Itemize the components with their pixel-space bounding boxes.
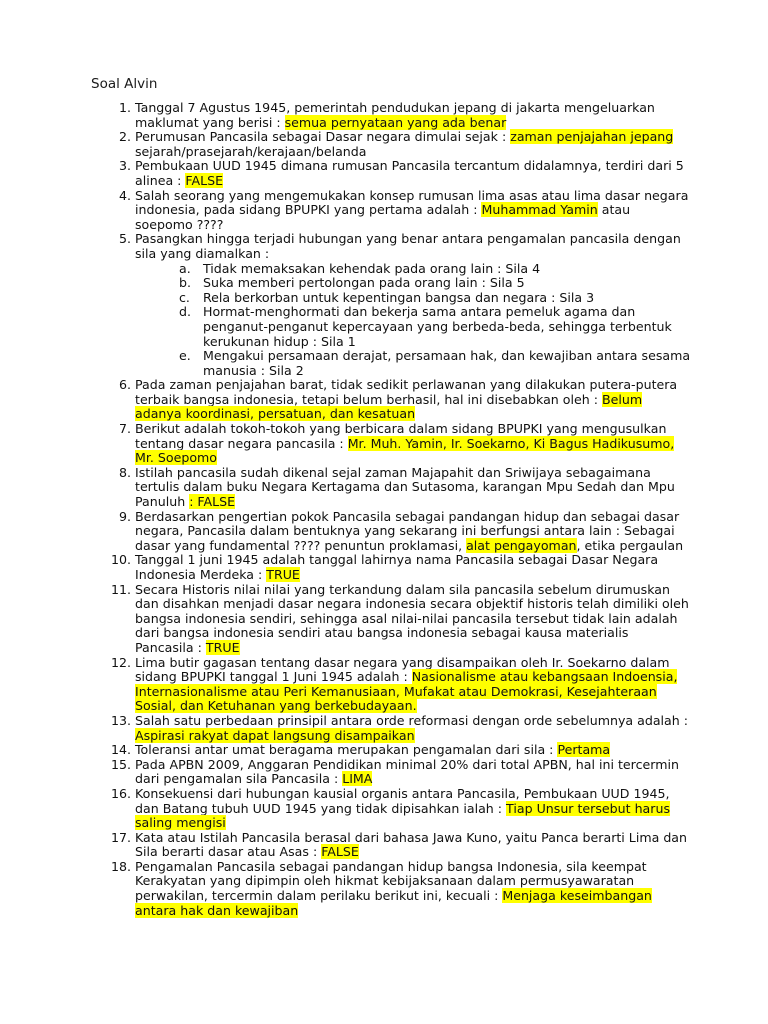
question-number: 11.	[110, 581, 131, 597]
question-number: 2.	[118, 129, 131, 145]
question-item	[91, 553, 691, 582]
highlighted-answer: semua pernyataan yang ada benar	[284, 114, 507, 130]
question-text: Secara Historis nilai nilai yang terkandung dalam sila pancasila sebelum dirumuskan dan disahkan menjadi dasar negara indonesia secara objektif historis telah dimiliki oleh bangsa indonesia sendiri, sehingga asal nilai-nilai pancasila tersebut tidak lain adalah dari bangsa indonesia sendiri atau bangsa indonesia sebagai kausa materialis Pancasila :	[135, 581, 689, 655]
question-text: Pada zaman penjajahan barat, tidak sedikit perlawanan yang dilakukan putera-putera terbaik bangsa indonesia, tetapi belum berhasil, hal ini disebabkan oleh :	[135, 377, 678, 407]
highlighted-answer: FALSE	[185, 172, 224, 188]
question-trailing-text: , etika pergaulan	[576, 537, 684, 553]
question-item	[91, 860, 691, 918]
question-text: Berdasarkan pengertian pokok Pancasila sebagai pandangan hidup dan sebagai dasar negara, Pancasila dalam bentuknya yang sekarang ini berfungsi antara lain : Sebagai dasar yang fundamental ???? penuntun proklamasi,	[135, 508, 680, 553]
question-text: Berikut adalah tokoh-tokoh yang berbicara dalam sidang BPUPKI yang mengusulkan tentang dasar negara pancasila :	[135, 421, 667, 451]
question-text: Lima butir gagasan tentang dasar negara yang disampaikan oleh Ir. Soekarno dalam sidang BPUPKI tanggal 1 Juni 1945 adalah :	[135, 654, 670, 685]
sub-item	[135, 291, 691, 306]
sub-item-text: Mengakui persamaan derajat, persamaan hak, dan kewajiban antara sesama manusia : Sila 2	[203, 348, 691, 378]
highlighted-answer: Tiap Unsur tersebut harus saling mengisi	[135, 800, 670, 831]
question-text: Salah satu perbedaan prinsipil antara orde reformasi dengan orde sebelumnya adalah :	[135, 712, 689, 728]
question-item	[91, 466, 691, 510]
highlighted-answer: TRUE	[266, 567, 300, 582]
highlighted-answer: zaman penjajahan jepang	[510, 129, 674, 145]
question-number: 14.	[110, 742, 131, 758]
highlighted-answer: Muhammad Yamin	[481, 202, 598, 218]
question-item	[91, 130, 691, 159]
question-number: 9.	[118, 508, 131, 524]
question-item	[91, 422, 691, 466]
question-item	[91, 159, 691, 188]
question-item	[91, 758, 691, 787]
question-text: Pada APBN 2009, Anggaran Pendidikan minimal 20% dari total APBN, hal ini tercermin dari pengamalan sila Pancasila :	[135, 756, 679, 787]
question-text: Toleransi antar umat beragama merupakan pengamalan dari sila :	[135, 742, 558, 758]
question-text: Tanggal 1 juni 1945 adalah tanggal lahirnya nama Pancasila sebagai Dasar Negara Indonesia Merdeka :	[135, 552, 659, 582]
question-number: 18.	[110, 858, 131, 874]
question-item	[91, 510, 691, 554]
question-number: 4.	[118, 187, 131, 203]
highlighted-answer: Nasionalisme atau kebangsaan Indoensia, Internasionalisme atau Peri Kemanusiaan, Mufakat atau Demokrasi, Kesejahteraan Sosial, dan Ketuhanan yang berkebudayaan.	[135, 669, 678, 714]
question-number: 6.	[118, 377, 131, 393]
question-item	[91, 656, 691, 714]
document-title: Soal Alvin	[91, 76, 158, 92]
sub-item	[135, 305, 691, 349]
question-number: 8.	[118, 464, 131, 480]
question-trailing-text: sejarah/prasejarah/kerajaan/belanda	[135, 143, 367, 159]
question-text: Pasangkan hingga terjadi hubungan yang benar antara pengamalan pancasila dengan sila yang diamalkan :	[135, 231, 681, 261]
question-item	[91, 583, 691, 656]
question-item	[91, 232, 691, 378]
highlighted-answer: Aspirasi rakyat dapat langsung disampaikan	[135, 727, 415, 743]
question-number: 12.	[110, 654, 131, 670]
sub-item	[135, 276, 691, 291]
sub-item-letter: a.	[179, 260, 191, 276]
question-text: Pengamalan Pancasila sebagai pandangan hidup bangsa Indonesia, sila keempat Kerakyatan yang dipimpin oleh hikmat kebijaksanaan dalam permusyawaratan perwakilan, tercermin dalam perilaku berikut ini, kecuali :	[135, 858, 647, 904]
question-number: 3.	[118, 158, 131, 174]
sub-item-letter: b.	[179, 275, 191, 291]
question-text: Perumusan Pancasila sebagai Dasar negara dimulai sejak :	[135, 129, 511, 145]
sub-item-text: Suka memberi pertolongan pada orang lain : Sila 5	[203, 275, 525, 291]
highlighted-answer: Mr. Muh. Yamin, Ir. Soekarno, Ki Bagus Hadikusumo, Mr. Soepomo	[135, 435, 675, 466]
highlighted-answer: LIMA	[342, 771, 373, 787]
question-number: 17.	[110, 829, 131, 845]
sub-item-text: Hormat-menghormati dan bekerja sama antara pemeluk agama dan penganut-penganut kepercayaan yang berbeda-beda, sehingga terbentuk kerukunan hidup : Sila 1	[203, 304, 672, 349]
question-text: Pembukaan UUD 1945 dimana rumusan Pancasila tercantum didalamnya, terdiri dari 5 alinea :	[135, 158, 684, 188]
question-trailing-text: atau soepomo ????	[135, 202, 631, 232]
question-item	[91, 378, 691, 422]
question-number: 7.	[118, 421, 131, 437]
highlighted-answer: : FALSE	[189, 494, 236, 510]
question-item	[91, 787, 691, 831]
question-number: 5.	[118, 231, 131, 247]
sub-item-letter: c.	[179, 289, 190, 305]
question-number: 15.	[110, 756, 131, 772]
question-text: Tanggal 7 Agustus 1945, pemerintah pendudukan jepang di jakarta mengeluarkan maklumat yang berisi :	[135, 100, 655, 130]
sub-item-text: Rela berkorban untuk kepentingan bangsa dan negara : Sila 3	[203, 289, 595, 305]
sub-item-letter: e.	[179, 348, 191, 364]
question-number: 16.	[110, 785, 131, 801]
highlighted-answer: Menjaga keseimbangan antara hak dan kewajiban	[135, 888, 652, 918]
question-item	[91, 743, 691, 758]
question-list	[91, 101, 691, 918]
highlighted-answer: alat pengayoman	[466, 537, 577, 553]
sub-item	[135, 349, 691, 378]
highlighted-answer: TRUE	[205, 639, 240, 655]
sub-item	[135, 262, 691, 277]
sub-item-letter: d.	[179, 304, 191, 320]
question-text: Salah seorang yang mengemukakan konsep rumusan lima asas atau lima dasar negara indonesia, pada sidang BPUPKI yang pertama adalah :	[135, 187, 689, 218]
question-number: 13.	[110, 712, 131, 728]
question-text: Konsekuensi dari hubungan kausial organis antara Pancasila, Pembukaan UUD 1945, dan Batang tubuh UUD 1945 yang tidak dipisahkan ialah :	[135, 785, 670, 816]
sub-item-text: Tidak memaksakan kehendak pada orang lain : Sila 4	[203, 260, 541, 276]
highlighted-answer: FALSE	[321, 844, 359, 860]
question-number: 10.	[110, 552, 131, 568]
highlighted-answer: Belum adanya koordinasi, persatuan, dan kesatuan	[135, 391, 643, 422]
question-item	[91, 101, 691, 130]
highlighted-answer: Pertama	[557, 742, 611, 758]
question-item	[91, 189, 691, 233]
sub-item-list	[135, 262, 691, 379]
question-item	[91, 831, 691, 860]
question-number: 1.	[118, 100, 131, 115]
question-item	[91, 714, 691, 743]
question-text: Istilah pancasila sudah dikenal sejal zaman Majapahit dan Sriwijaya sebagaimana tertulis dalam buku Negara Kertagama dan Sutasoma, karangan Mpu Sedah dan Mpu Panuluh	[135, 464, 675, 510]
question-text: Kata atau Istilah Pancasila berasal dari bahasa Jawa Kuno, yaitu Panca berarti Lima dan Sila berarti dasar atau Asas :	[135, 829, 688, 860]
